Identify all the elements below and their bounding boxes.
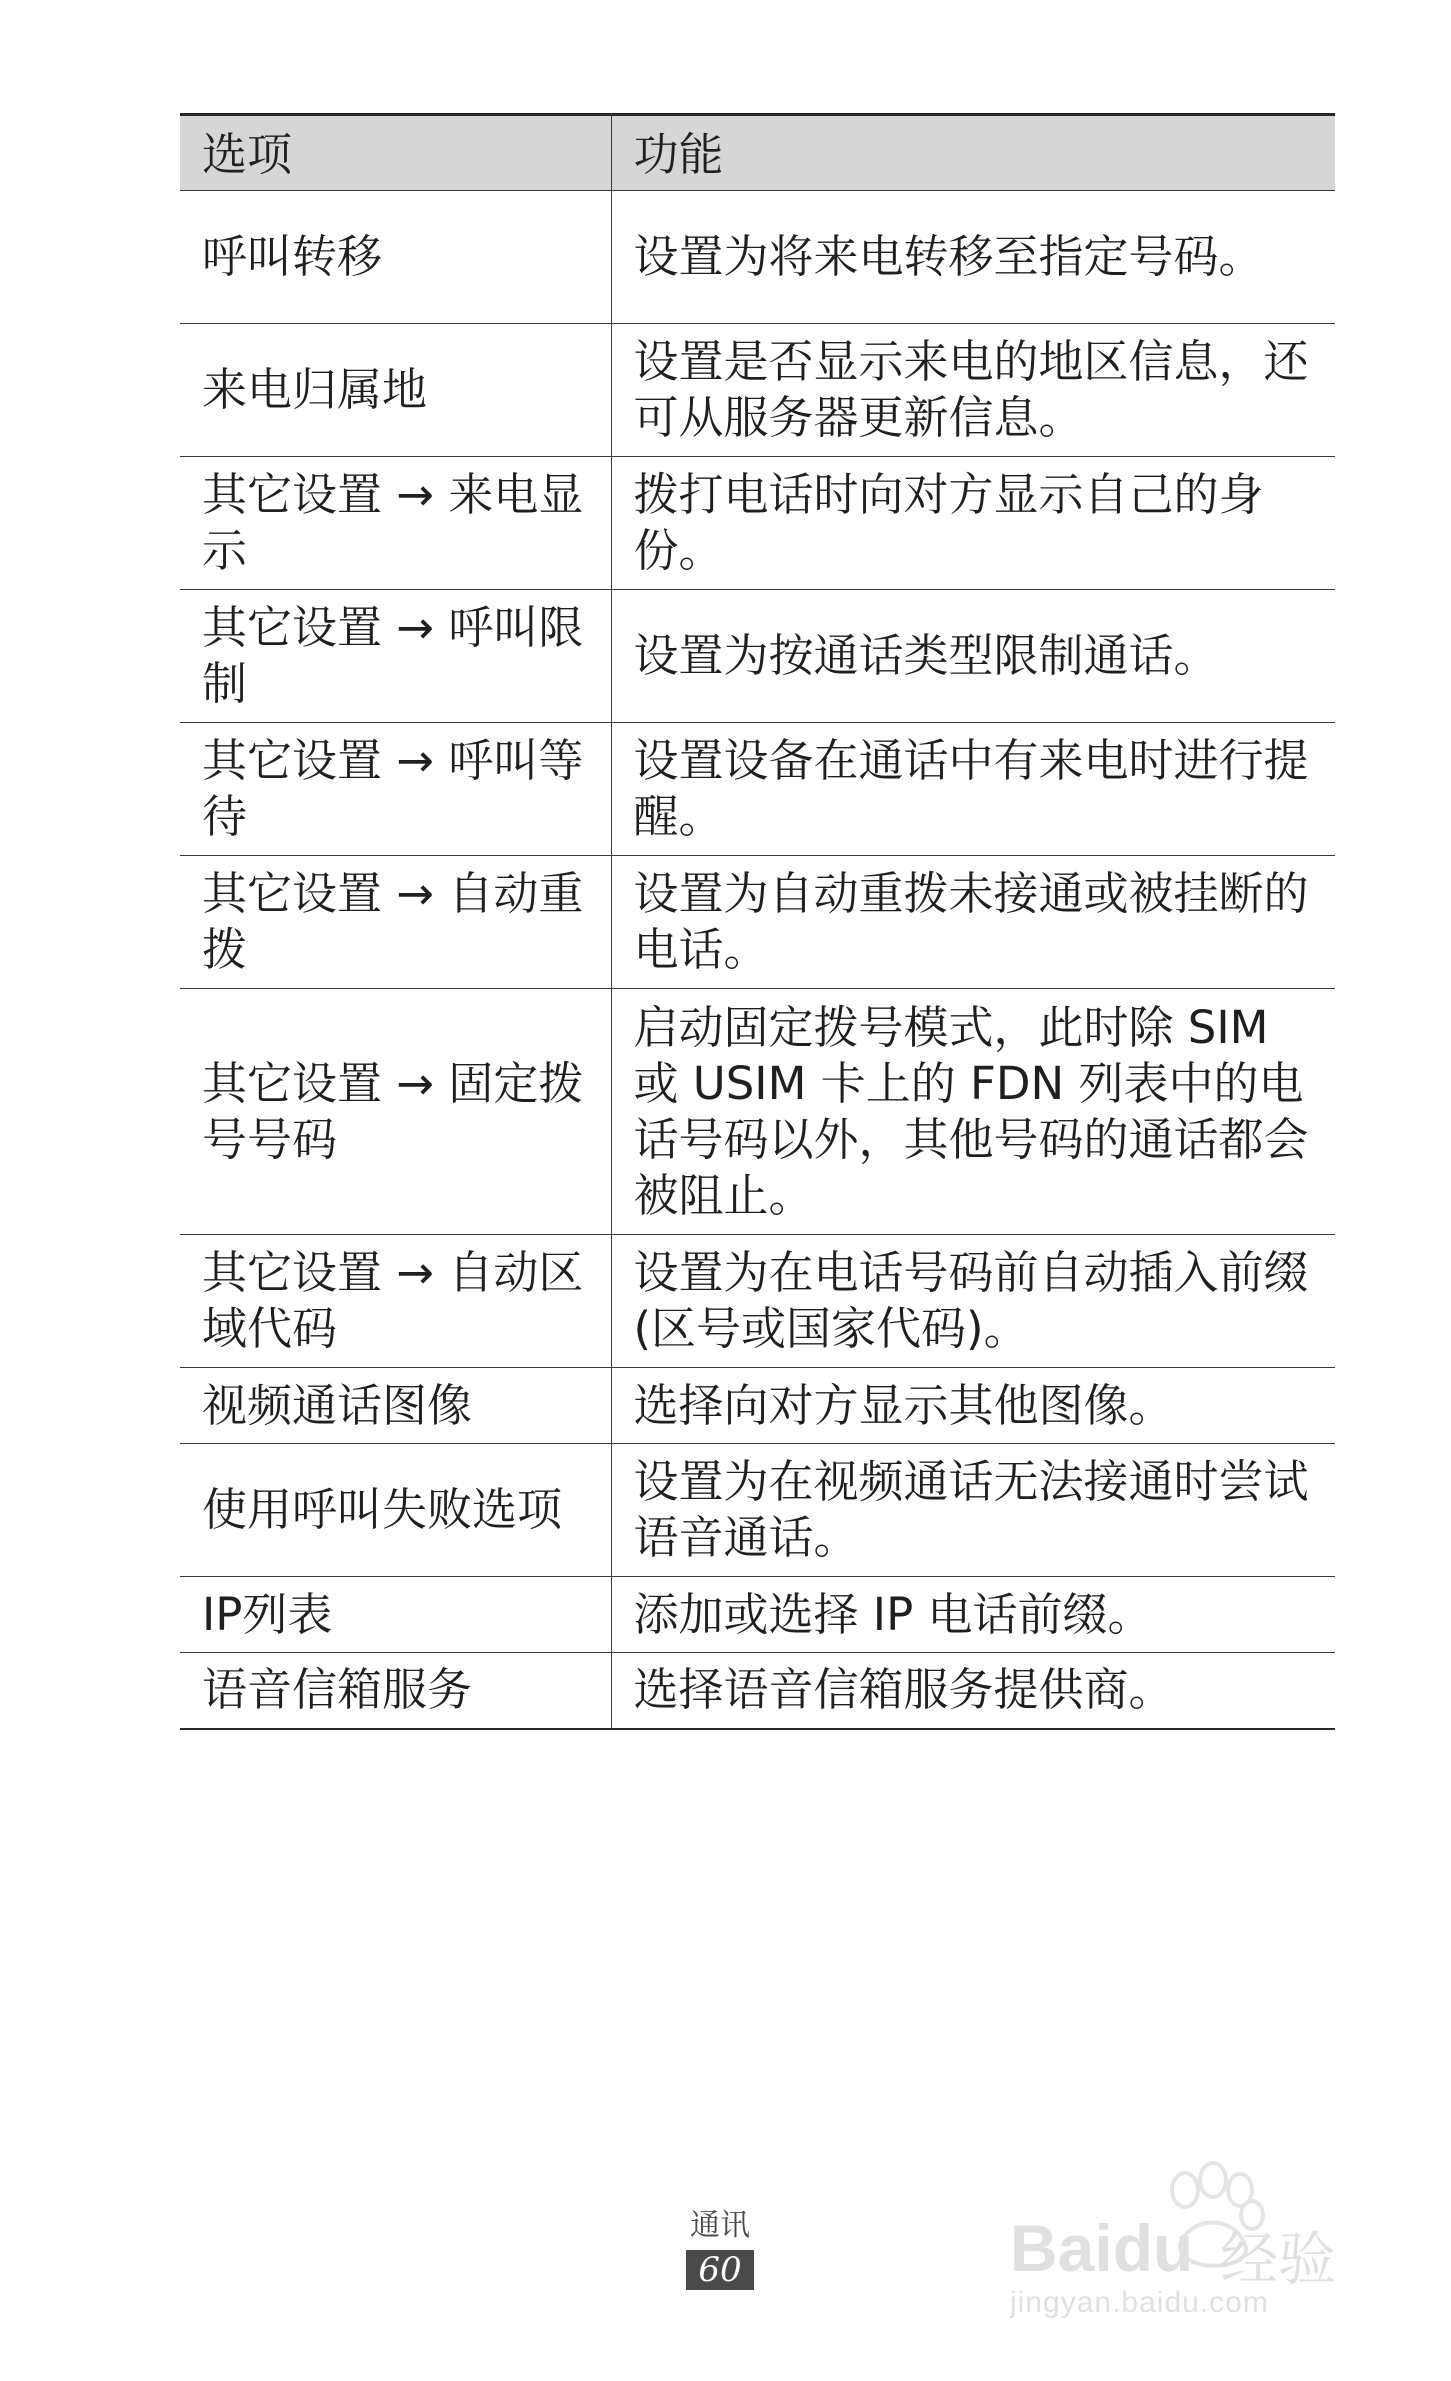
function-cell: 选择向对方显示其他图像。 [611,1368,1335,1444]
option-cell: 来电归属地 [180,324,611,457]
option-cell: 其它设置 → 呼叫等待 [180,723,611,856]
table-row [180,1444,1335,1577]
section-name: 通讯 [690,2208,750,2243]
function-cell: 选择语音信箱服务提供商。 [611,1653,1335,1729]
option-cell: 其它设置 → 自动区域代码 [180,1235,611,1368]
table-row [180,1577,1335,1653]
table-row [180,1653,1335,1729]
option-cell: 其它设置 → 呼叫限制 [180,590,611,723]
table-row [180,324,1335,457]
table-row [180,590,1335,723]
function-cell: 设置为将来电转移至指定号码。 [611,191,1335,324]
option-cell: 语音信箱服务 [180,1653,611,1729]
function-cell: 设置是否显示来电的地区信息，还可从服务器更新信息。 [611,324,1335,457]
option-cell: 使用呼叫失败选项 [180,1444,611,1577]
table-header-row [180,115,1335,191]
page-footer [660,2208,780,2290]
page-number: 60 [686,2250,753,2290]
header-function: 功能 [611,115,1335,191]
option-cell: 视频通话图像 [180,1368,611,1444]
function-cell: 设置为在视频通话无法接通时尝试语音通话。 [611,1444,1335,1577]
option-cell: 其它设置 → 自动重拨 [180,856,611,989]
table-row [180,989,1335,1235]
option-cell: IP列表 [180,1577,611,1653]
header-option: 选项 [180,115,611,191]
table-body [180,191,1335,1729]
function-cell: 添加或选择 IP 电话前缀。 [611,1577,1335,1653]
watermark-url: jingyan.baidu.com [1010,2286,1269,2319]
function-cell: 设置为在电话号码前自动插入前缀 (区号或国家代码)。 [611,1235,1335,1368]
table-row [180,191,1335,324]
settings-table [180,113,1335,1730]
watermark-brand: Baidu [1010,2211,1194,2285]
table-row [180,856,1335,989]
option-cell: 其它设置 → 来电显示 [180,457,611,590]
function-cell: 设置设备在通话中有来电时进行提醒。 [611,723,1335,856]
function-cell: 启动固定拨号模式，此时除 SIM 或 USIM 卡上的 FDN 列表中的电话号码以外，其他号码的通话都会被阻止。 [611,989,1335,1235]
function-cell: 设置为自动重拨未接通或被挂断的电话。 [611,856,1335,989]
table-row [180,1235,1335,1368]
function-cell: 拨打电话时向对方显示自己的身份。 [611,457,1335,590]
table-row [180,1368,1335,1444]
watermark-cn: 经验 [1220,2227,1337,2292]
function-cell: 设置为按通话类型限制通话。 [611,590,1335,723]
option-cell: 其它设置 → 固定拨号号码 [180,989,611,1235]
table-row [180,723,1335,856]
table-row [180,457,1335,590]
option-cell: 呼叫转移 [180,191,611,324]
baidu-watermark [1010,2150,1350,2320]
